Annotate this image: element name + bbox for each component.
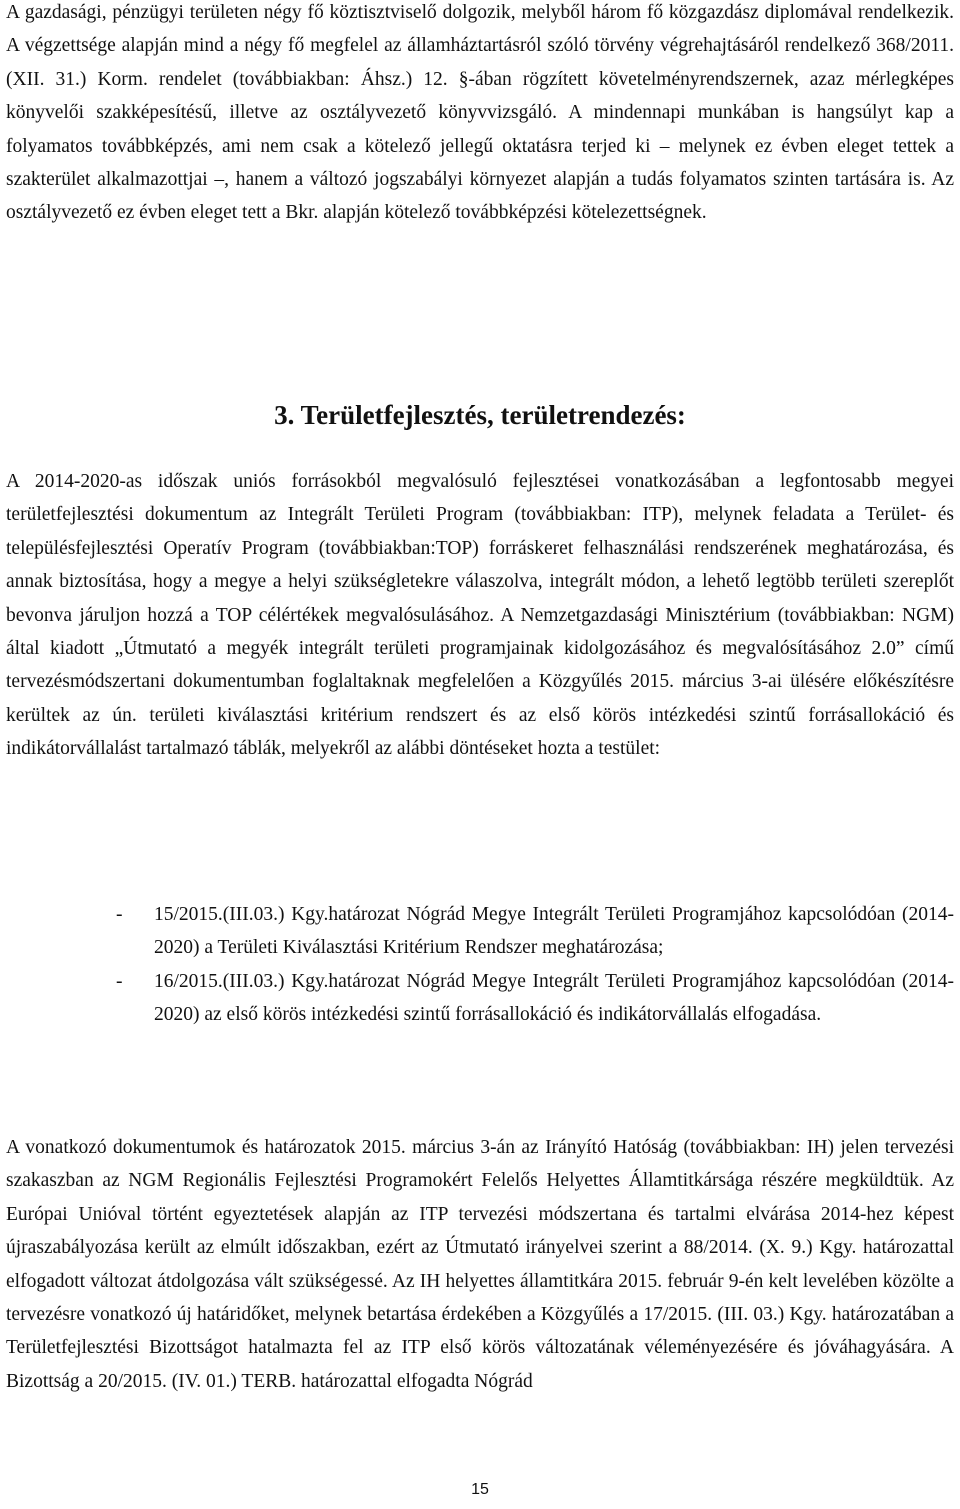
list-item bbox=[0, 965, 954, 1032]
page-number: 15 bbox=[471, 1481, 489, 1498]
list-dash: - bbox=[116, 904, 123, 925]
paragraph-documents: A vonatkozó dokumentumok és határozatok 2015. március 3-án az Irányító Hatóság (továbbiakban: IH) jelen tervezési szakaszban az NGM Regionális Fejlesztési Programokért Felelős Helyettes Államtitkársága részére megküldtük. Az Európai Unióval történt egyeztetések alapján az ITP tervezési módszertana és tartalmi elvárása 2014-hez képest újraszabályozása került az elmúlt időszakban, ezért az Útmutató irányelvei szerint a 88/2014. (X. 9.) Kgy. határozattal elfogadott változat átdolgozása vált szükségessé. Az IH helyettes államtitkára 2015. február 9-én kelt levelében közölte a tervezésre vonatkozó új határidőket, melynek betartása érdekében a Közgyűlés a 17/2015. (III. 03.) Kgy. határozatában a Területfejlesztési Bizottságot hatalmazta fel az ITP első körös változatának véleményezésére és jóváhagyására. A Bizottság a 20/2015. (IV. 01.) TERB. határozattal elfogadta Nógrád bbox=[6, 1137, 954, 1392]
list-item-text: 15/2015.(III.03.) Kgy.határozat Nógrád Megye Integrált Területi Programjához kapcsolódóan (2014-2020) a Területi Kiválasztási Kritérium Rendszer meghatározása; bbox=[154, 904, 954, 959]
list-item-text: 16/2015.(III.03.) Kgy.határozat Nógrád Megye Integrált Területi Programjához kapcsolódóan (2014-2020) az első körös intézkedési szintű forrásallokáció és indikátorvállalás elfogadása. bbox=[154, 970, 954, 1026]
list-item bbox=[0, 898, 954, 965]
paragraph-itp: A 2014-2020-as időszak uniós forrásokból megvalósuló fejlesztései vonatkozásában a legfontosabb megyei területfejlesztési dokumentum az Integrált Területi Program (továbbiakban: ITP), melynek feladata a Terület- és településfejlesztési Operatív Program (továbbiakban:TOP) forráskeret felhasználási rendszerének meghatározása, és annak biztosítása, hogy a megye a helyi szükségletekre válaszolva, integrált módon, a lehető legtöbb területi szereplőt bevonva járuljon hozzá a TOP célértékek megvalósulásához. A Nemzetgazdasági Minisztérium (továbbiakban: NGM) által kiadott „Útmutató a megyék integrált területi programjainak kidolgozásához és megvalósításához 2.0” című tervezésmódszertani dokumentumban foglaltaknak megfelelően a Közgyűlés 2015. március 3-ai ülésére előkészítésre kerültek az ún. területi kiválasztási kritérium rendszert és az első körös intézkedési szintű forrásallokáció és indikátorvállalást tartalmazó táblák, melyekről az alábbi döntéseket hozta a testület: bbox=[6, 471, 954, 760]
section-heading: 3. Területfejlesztés, területrendezés: bbox=[274, 400, 686, 430]
paragraph-staffing: A gazdasági, pénzügyi területen négy fő köztisztviselő dolgozik, melyből három fő közgazdász diplomával rendelkezik. A végzettsége alapján mind a négy fő megfelel az államháztartásról szóló törvény végrehajtásáról rendelkező 368/2011. (XII. 31.) Korm. rendelet (továbbiakban: Áhsz.) 12. §-ában rögzített követelményrendszernek, azaz mérlegképes könyvelői szakképesítésű, illetve az osztályvezető könyvvizsgáló. A mindennapi munkában is hangsúlyt kap a folyamatos továbbképzés, ami nem csak a kötelező jellegű oktatásra terjed ki – melynek ez évben eleget tettek a szakterület alkalmazottjai –, hanem a változó jogszabályi környezet alapján a tudás folyamatos szinten tartására is. Az osztályvezető ez évben eleget tett a Bkr. alapján kötelező továbbképzési kötelezettségnek. bbox=[6, 2, 954, 224]
list-dash: - bbox=[116, 970, 123, 992]
decision-list bbox=[0, 898, 960, 1032]
